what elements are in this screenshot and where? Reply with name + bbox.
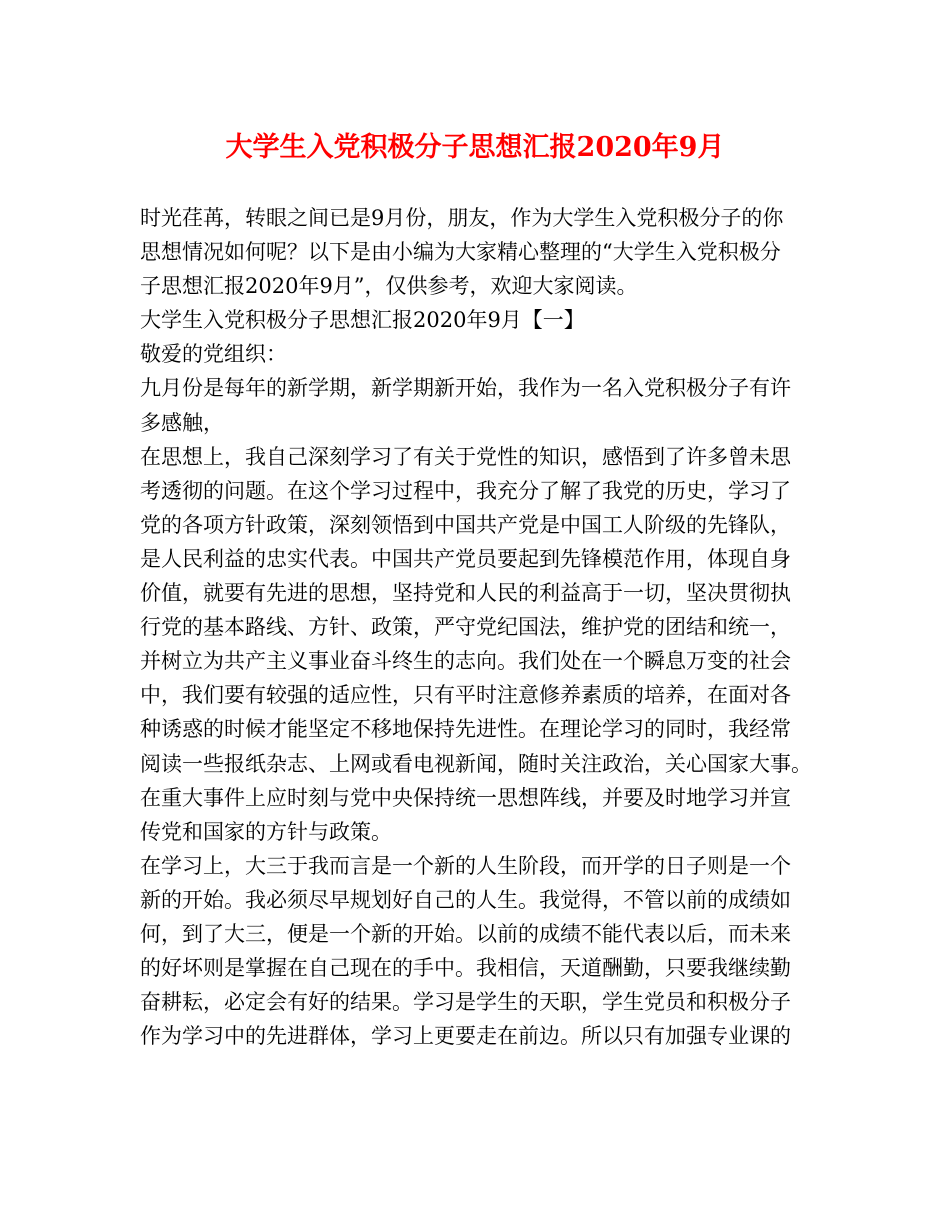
body-line: 考透彻的问题。在这个学习过程中，我充分了解了我党的历史，学习了 (140, 478, 791, 503)
salutation: 敬爱的党组织： (140, 342, 287, 367)
body-line: 行党的基本路线、方针、政策，严守党纪国法，维护党的团结和统一， (140, 615, 791, 640)
body-line: 子思想汇报2020年9月”，仅供参考，欢迎大家阅读。 (140, 274, 638, 299)
body-line: 思想情况如何呢？以下是由小编为大家精心整理的“大学生入党积极分 (140, 240, 781, 265)
body-line: 传党和国家的方针与政策。 (140, 819, 392, 844)
body-line: 九月份是每年的新学期，新学期新开始，我作为一名入党积极分子有许 (140, 376, 791, 401)
document-body (140, 201, 820, 1053)
body-line: 作为学习中的先进群体，学习上更要走在前边。所以只有加强专业课的 (140, 1024, 791, 1049)
body-line: 中，我们要有较强的适应性，只有平时注意修养素质的培养，在面对各 (140, 683, 791, 708)
body-line: 在学习上，大三于我而言是一个新的人生阶段，而开学的日子则是一个 (140, 853, 791, 878)
body-line: 价值，就要有先进的思想，坚持党和人民的利益高于一切，坚决贯彻执 (140, 581, 791, 606)
body-line: 阅读一些报纸杂志、上网或看电视新闻，随时关注政治，关心国家大事。 (140, 751, 812, 776)
body-line: 时光荏苒，转眼之间已是9月份，朋友，作为大学生入党积极分子的你 (140, 206, 784, 230)
body-line: 新的开始。我必须尽早规划好自己的人生。我觉得，不管以前的成绩如 (140, 887, 791, 912)
body-line: 是人民利益的忠实代表。中国共产党员要起到先锋模范作用，体现自身 (140, 546, 791, 571)
body-line: 何，到了大三，便是一个新的开始。以前的成绩不能代表以后，而未来 (140, 921, 791, 946)
body-line: 种诱惑的时候才能坚定不移地保持先进性。在理论学习的同时，我经常 (140, 717, 791, 742)
body-line: 党的各项方针政策，深刻领悟到中国共产党是中国工人阶级的先锋队， (140, 512, 791, 537)
body-line: 的好坏则是掌握在自己现在的手中。我相信，天道酬勤，只要我继续勤 (140, 956, 791, 981)
body-line: 在思想上，我自己深刻学习了有关于党性的知识，感悟到了许多曾未思 (140, 444, 791, 469)
body-line: 并树立为共产主义事业奋斗终生的志向。我们处在一个瞬息万变的社会 (140, 649, 791, 674)
body-line: 多感触， (140, 410, 224, 435)
body-line: 奋耕耘，必定会有好的结果。学习是学生的天职，学生党员和积极分子 (140, 990, 791, 1015)
section-heading: 大学生入党积极分子思想汇报2020年9月【一】 (140, 308, 585, 333)
document-title: 大学生入党积极分子思想汇报2020年9月 (225, 132, 725, 163)
body-line: 在重大事件上应时刻与党中央保持统一思想阵线，并要及时地学习并宣 (140, 785, 791, 810)
